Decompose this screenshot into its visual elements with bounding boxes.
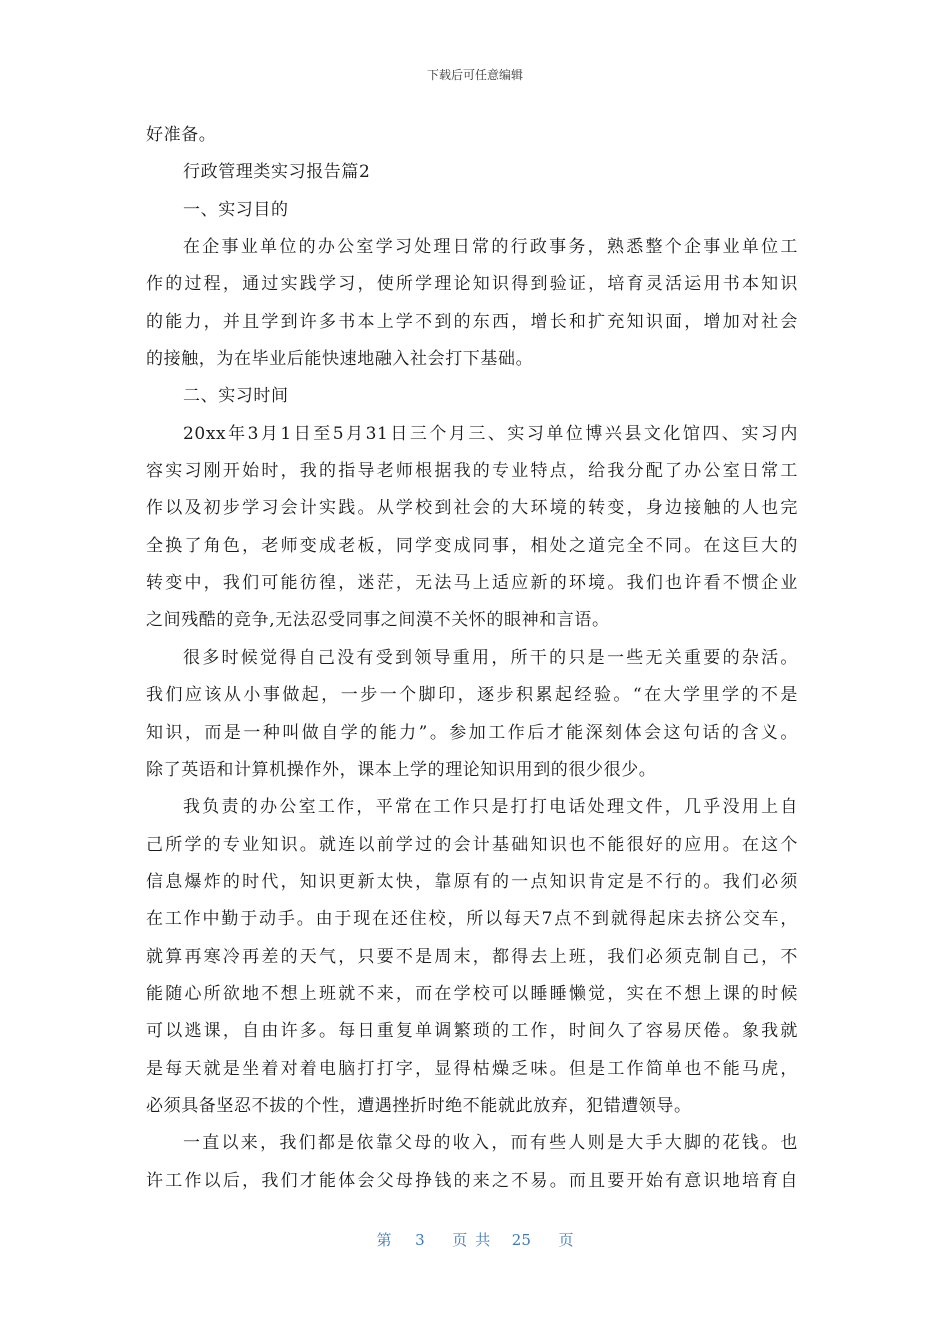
- text-line: 我们应该从小事做起，一步一个脚印，逐步积累起经验。“在大学里学的不是: [146, 685, 798, 706]
- text-line: 一直以来，我们都是依靠父母的收入，而有些人则是大手大脚的花钱。也: [183, 1133, 798, 1154]
- page-footer: [0, 1229, 950, 1250]
- text-line: 全换了角色，老师变成老板，同学变成同事，相处之道完全不同。在这巨大的: [146, 535, 798, 556]
- text-line: 20xx年3月1日至5月31日三个月三、实习单位博兴县文化馆四、实习内: [183, 423, 798, 444]
- total-pages-number: 25: [511, 1231, 531, 1249]
- text-line: 是每天就是坐着对着电脑打打字，显得枯燥乏味。但是工作简单也不能马虎，: [146, 1058, 798, 1079]
- text-line: 作以及初步学习会计实践。从学校到社会的大环境的转变，身边接触的人也完: [146, 498, 798, 519]
- text-line: 容实习刚开始时，我的指导老师根据我的专业特点，给我分配了办公室日常工: [146, 461, 798, 482]
- text-line: 好准备。: [146, 125, 217, 145]
- text-line: 必须具备坚忍不拔的个性，遭遇挫折时绝不能就此放弃，犯错遭领导。: [146, 1095, 692, 1116]
- text-line: 除了英语和计算机操作外，课本上学的理论知识用到的很少很少。: [146, 759, 657, 780]
- text-line: 就算再寒冷再差的天气，只要不是周末，都得去上班，我们必须克制自己，不: [146, 946, 798, 967]
- text-line: 知识，而是一种叫做自学的能力”。参加工作后才能深刻体会这句话的含义。: [146, 722, 798, 743]
- footer-suffix: 页: [558, 1231, 574, 1249]
- page-header: 下载后可任意编辑: [426, 68, 523, 82]
- text-line: 在工作中勤于动手。由于现在还住校，所以每天7点不到就得起床去挤公交车，: [146, 909, 798, 930]
- text-line: 我负责的办公室工作，平常在工作只是打打电话处理文件，几乎没用上自: [183, 797, 798, 818]
- footer-mid: 页共: [452, 1231, 499, 1249]
- text-line: 二、实习时间: [183, 386, 289, 407]
- text-line: 己所学的专业知识。就连以前学过的会计基础知识也不能很好的应用。在这个: [146, 834, 798, 855]
- text-line: 的能力，并且学到许多书本上学不到的东西，增长和扩充知识面，增加对社会: [146, 311, 798, 332]
- text-line: 行政管理类实习报告篇2: [183, 162, 371, 183]
- footer-prefix: 第: [376, 1231, 392, 1249]
- text-line: 信息爆炸的时代，知识更新太快，靠原有的一点知识肯定是不行的。我们必须: [146, 871, 798, 892]
- text-line: 之间残酷的竞争,无法忍受同事之间漠不关怀的眼神和言语。: [146, 610, 610, 631]
- text-line: 许工作以后，我们才能体会父母挣钱的来之不易。而且要开始有意识地培育自: [146, 1170, 798, 1191]
- text-line: 一、实习目的: [183, 199, 289, 220]
- current-page-number: 3: [415, 1231, 425, 1249]
- text-line: 在企事业单位的办公室学习处理日常的行政事务，熟悉整个企事业单位工: [183, 237, 798, 258]
- text-line: 的接触，为在毕业后能快速地融入社会打下基础。: [146, 349, 534, 370]
- text-line: 可以逃课，自由许多。每日重复单调繁琐的工作，时间久了容易厌倦。象我就: [146, 1021, 798, 1042]
- body-text: [146, 117, 798, 1200]
- text-line: 转变中，我们可能彷徨，迷茫，无法马上适应新的环境。我们也许看不惯企业: [146, 573, 798, 594]
- text-line: 能随心所欲地不想上班就不来，而在学校可以睡睡懒觉，实在不想上课的时候: [146, 983, 798, 1004]
- text-line: 很多时候觉得自己没有受到领导重用，所干的只是一些无关重要的杂活。: [183, 647, 798, 668]
- text-line: 作的过程，通过实践学习，使所学理论知识得到验证，培育灵活运用书本知识: [146, 274, 798, 295]
